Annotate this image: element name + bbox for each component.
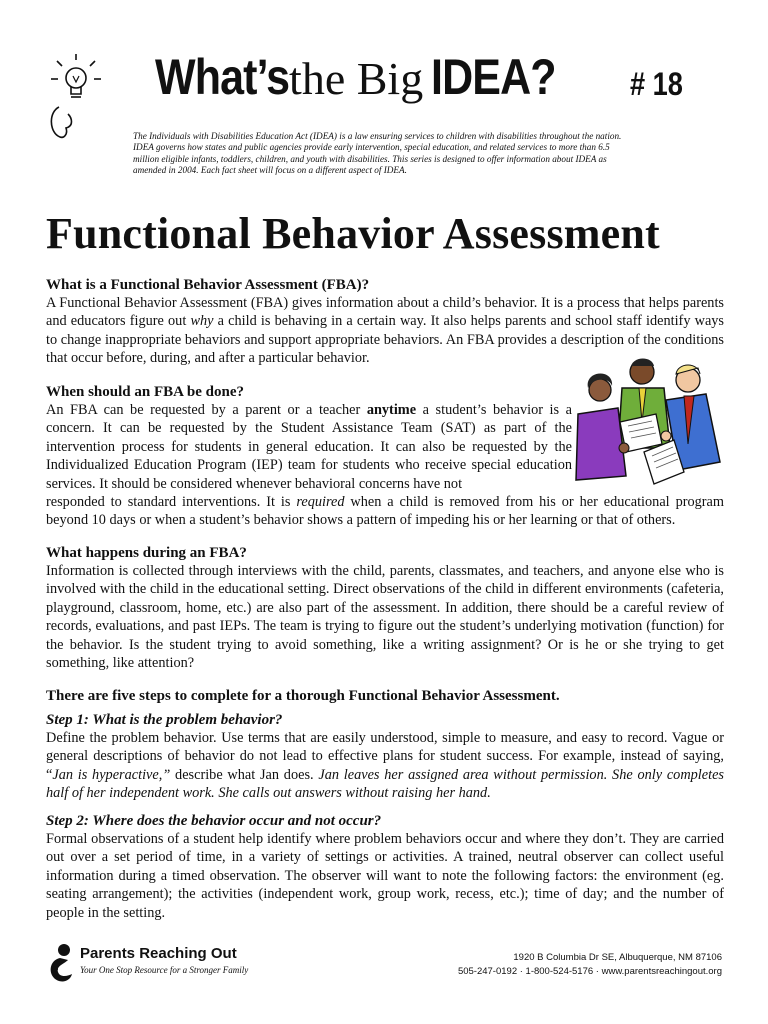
meeting-people-clipart — [574, 352, 724, 488]
text-span: a student’s behavior is a concern. It can be requested by the Student Assistance Team (SAT) as part of the intervention process for students in general education. It can also be requested by the Individualized Education Program (IEP) team for students who receive special education services. It should be considered whenever behavioral concerns have not — [46, 402, 573, 492]
section-steps — [46, 688, 724, 803]
text-span: Define the problem behavior. Use terms that are easily understood, simple to measure, and easy to record. Vague or general descriptions of behavior do not lead to effective plans for student success. For example, instead of saying, “ — [46, 730, 724, 783]
org-address-block — [458, 951, 722, 979]
org-tagline: Your One Stop Resource for a Stronger Family — [80, 965, 249, 975]
title-the-big: the Big — [289, 53, 424, 104]
text-span: responded to standard interventions. It is — [46, 494, 297, 511]
title-whats: What’s — [155, 49, 290, 105]
parents-reaching-out-logo — [46, 942, 76, 984]
question-heading: When should an FBA be done? — [46, 384, 244, 400]
step2-paragraph: Formal observations of a student help identify where problem behaviors occur and where they don’t. They are carried out over a set period of time, in a variety of settings or activities. A trained, neutral observer can collect useful information during a timed observation. The observer will want to note the following factors: the environment (eg. seating arrangement); the activities (independent work, group work, recess, etc.); time of day; and the number of people in the setting. — [46, 831, 724, 921]
bold-text: anytime — [366, 402, 417, 418]
org-contact: 505-247-0192 · 1-800-524-5176 · www.parentsreachingout.org — [457, 966, 722, 977]
text-span: when a child is removed from his or her educational program beyond 10 days or when a student’s behavior shows a pattern of impeding his or her learning or that of others. — [46, 494, 724, 529]
section-paragraph — [46, 401, 572, 493]
title-idea: IDEA? — [431, 49, 556, 105]
text-span: a child is behaving in a certain way. It also helps parents and school staff identify ways to change inappropriate behaviors and support appropriate behaviors. An FBA provides a description of the conditions that occur before, during, and after a particular behavior. — [46, 313, 724, 367]
steps-intro-heading: There are five steps to complete for a thorough Functional Behavior Assessment. — [46, 688, 560, 704]
question-heading: What is a Functional Behavior Assessment (FBA)? — [46, 277, 370, 293]
step1-heading: Step 1: What is the problem behavior? — [46, 712, 283, 728]
org-address: 1920 B Columbia Dr SE, Albuquerque, NM 87106 — [513, 952, 722, 963]
section-paragraph-continued — [46, 493, 724, 530]
text-span: A Functional Behavior Assessment (FBA) gives information about a child’s behavior. It is a process that helps parents and educators figure out — [46, 295, 724, 330]
step1-paragraph — [46, 729, 724, 803]
page-title: Functional Behavior Assessment — [46, 209, 660, 258]
emphasis-text: required — [296, 494, 345, 511]
emphasis-text: Jan leaves her assigned area without permission. She only completes half of her independent work. She calls out answers without raising her hand. — [46, 766, 724, 802]
step2-heading: Step 2: Where does the behavior occur and not occur? — [46, 813, 382, 829]
org-name: Parents Reaching Out — [80, 945, 237, 962]
emphasis-text: why — [190, 313, 214, 330]
emphasis-text: Jan is hyperactive,” — [52, 766, 171, 783]
intro-paragraph: The Individuals with Disabilities Education Act (IDEA) is a law ensuring services to children with disabilities throughout the nation. IDEA governs how states and public agencies provide early intervention, special education, and related services to more than 6.5 million eligible infants, toddlers, children, and youth with disabilities. This series is designed to offer information about IDEA as amended in 2004. Each fact sheet will focus on a different aspect of IDEA. — [133, 131, 622, 175]
text-span: describe what Jan does. — [170, 766, 319, 783]
section-step2 — [46, 813, 724, 922]
issue-number: # 18 — [630, 66, 683, 102]
question-heading: What happens during an FBA? — [46, 545, 247, 561]
lightbulb-head-logo — [44, 52, 114, 147]
section-during — [46, 545, 724, 672]
section-paragraph: Information is collected through interviews with the child, parents, classmates, and teachers, and anyone else who is involved with the child in the educational setting. Direct observations of the child in different environments (cafeteria, playground, classroom, home, etc.) are also part of the assessment. In addition, there should be a careful review of records, evaluations, and past IEPs. The team is trying to figure out the student’s underlying motivation (function) for the behavior. Is the student trying to avoid something, like a writing assignment? Or is he or she trying to get something, like attention? — [46, 563, 724, 672]
text-span: An FBA can be requested by a parent or a teacher — [46, 402, 367, 418]
header-title — [155, 48, 576, 106]
